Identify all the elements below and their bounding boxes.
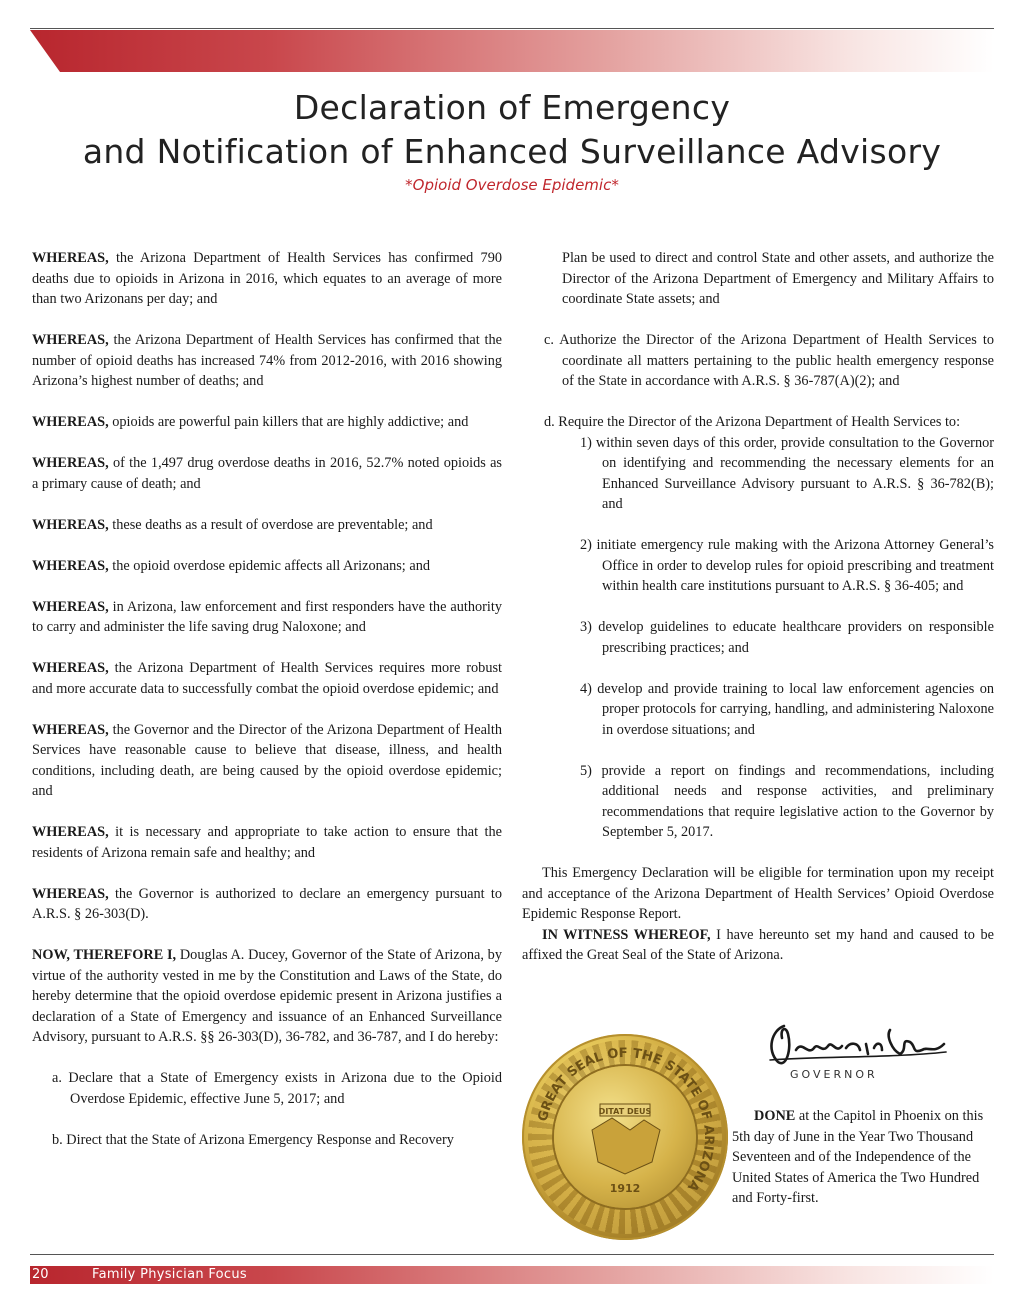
whereas-clause — [32, 515, 502, 536]
whereas-label: WHEREAS, — [32, 885, 109, 902]
seal-text — [522, 1034, 728, 1240]
whereas-text: it is necessary and appropriate to take action to ensure that the residents of Arizona remain safe and healthy; and — [32, 824, 502, 861]
whereas-text: these deaths as a result of overdose are preventable; and — [112, 516, 433, 533]
done-statement — [732, 1106, 994, 1209]
sub-item: 1) within seven days of this order, provide consultation to the Governor on identifying and recommending the necessary elements for an Enhanced Surveillance Advisory pursuant to A.R.S. § 36-782(B); and — [580, 434, 994, 512]
sub-item: 2) initiate emergency rule making with the Arizona Attorney General’s Office in order to develop rules for opioid prescribing and treatment within health care institutions pursuant to A.R.S. § 36-405; and — [580, 537, 994, 594]
sub-item: 4) develop and provide training to local law enforcement agencies on proper protocols for carrying, handling, and administering Naloxone in overdose situations; and — [580, 680, 994, 738]
whereas-text: the Governor and the Director of the Arizona Department of Health Services have reasonable cause to believe that disease, illness, and health conditions, including death, are being caused by the opioid overdose epidemic; and — [32, 721, 503, 799]
whereas-clause — [32, 453, 502, 494]
whereas-text: the Arizona Department of Health Services has confirmed that the number of opioid deaths has increased 74% from 2012-2016, with 2016 showing Arizona’s highest number of deaths; and — [32, 332, 502, 389]
whereas-text: the Governor is authorized to declare an emergency pursuant to A.R.S. § 26-303(D). — [32, 885, 503, 922]
witness-label: IN WITNESS WHEREOF, — [542, 926, 711, 943]
header-banner — [30, 30, 994, 72]
whereas-clause — [32, 822, 502, 863]
seal-ring-text: GREAT SEAL OF THE STATE OF ARIZONA — [535, 1045, 717, 1194]
whereas-label: WHEREAS, — [32, 824, 109, 840]
whereas-clause — [32, 412, 502, 433]
bottom-rule — [30, 1254, 994, 1255]
directive-item-c: c. Authorize the Director of the Arizona Department of Health Services to coordinate all matters pertaining to the public health emergency response of the State in accordance with A.R.S. § 36-787(A)(2); and — [544, 332, 994, 389]
whereas-label: WHEREAS, — [32, 250, 109, 266]
sub-item: 3) develop guidelines to educate healthcare providers on responsible prescribing practices; and — [580, 619, 994, 656]
whereas-clause — [32, 597, 502, 638]
now-therefore-clause — [32, 945, 502, 1048]
right-column — [522, 248, 994, 966]
publication-name: Family Physician Focus — [92, 1267, 247, 1282]
whereas-text: in Arizona, law enforcement and first responders have the authority to carry and administer the life saving drug Naloxone; and — [32, 598, 502, 635]
whereas-label: WHEREAS, — [32, 721, 109, 738]
whereas-text: the opioid overdose epidemic affects all Arizonans; and — [112, 557, 430, 574]
signature-title: GOVERNOR — [790, 1068, 878, 1081]
top-rule — [30, 28, 994, 29]
page-number: 20 — [32, 1267, 49, 1282]
whereas-clause — [32, 330, 502, 392]
seal-year: 1912 — [609, 1182, 641, 1195]
governor-signature — [762, 1020, 952, 1072]
page-subtitle: *Opioid Overdose Epidemic* — [405, 176, 619, 194]
whereas-label: WHEREAS, — [32, 557, 109, 574]
directive-item-b: b. Direct that the State of Arizona Emergency Response and Recovery — [52, 1131, 454, 1148]
whereas-text: the Arizona Department of Health Services requires more robust and more accurate data to successfully combat the opioid overdose epidemic; and — [32, 660, 503, 697]
whereas-clause — [32, 658, 502, 699]
whereas-text: opioids are powerful pain killers that are highly addictive; and — [112, 414, 469, 430]
page-title-line1: Declaration of Emergency — [293, 88, 731, 127]
whereas-label: WHEREAS, — [32, 598, 109, 615]
whereas-text: the Arizona Department of Health Services has confirmed 790 deaths due to opioids in Arizona in 2016, which equates to an average of more than two Arizonans per day; and — [32, 250, 503, 307]
whereas-clause — [32, 556, 502, 577]
page-title-line2: and Notification of Enhanced Surveillance Advisory — [82, 132, 942, 171]
whereas-label: WHEREAS, — [32, 414, 109, 430]
directive-item-b-continued: Plan be used to direct and control State and other assets, and authorize the Director of the Arizona Department of Emergency and Military Affairs to coordinate State assets; and — [562, 250, 994, 307]
done-block — [732, 1106, 994, 1209]
directive-item-d: d. Require the Director of the Arizona Department of Health Services to: — [544, 414, 961, 430]
whereas-clause — [32, 720, 502, 802]
done-text: at the Capitol in Phoenix on this 5th day of June in the Year Two Thousand Seventeen and of the Independence of the United States of America the Two Hundred and Forty-first. — [732, 1108, 984, 1206]
seal-motto: DITAT DEUS — [598, 1107, 652, 1116]
directive-item-a: a. Declare that a State of Emergency exists in Arizona due to the Opioid Overdose Epidemic, effective June 5, 2017; and — [52, 1070, 502, 1107]
title-block — [0, 86, 1024, 194]
whereas-label: WHEREAS, — [32, 332, 109, 348]
witness-statement — [522, 925, 994, 966]
whereas-label: WHEREAS, — [32, 516, 109, 533]
whereas-text: of the 1,497 drug overdose deaths in 2016, 52.7% noted opioids as a primary cause of death; and — [32, 455, 502, 492]
great-seal — [522, 1034, 728, 1240]
sub-item: 5) provide a report on findings and recommendations, including additional needs and response activities, and preliminary recommendations that require legislative action to the Governor by September 5, 2017. — [580, 762, 994, 840]
left-column — [32, 248, 502, 1150]
now-therefore-label: NOW, THEREFORE I, — [32, 947, 177, 963]
witness-text: I have hereunto set my hand and caused to be affixed the Great Seal of the State of Arizona. — [522, 926, 994, 963]
termination-statement: This Emergency Declaration will be eligible for termination upon my receipt and acceptance of the Arizona Department of Health Services’ Opioid Overdose Epidemic Response Report. — [522, 865, 994, 922]
now-therefore-text: Douglas A. Ducey, Governor of the State of Arizona, by virtue of the authority vested in me by the Constitution and Laws of the State, do hereby determine that the opioid overdose epidemic present in Arizona justifies a declaration of a State of Emergency and issuance of an Enhanced Surveillance Advisory, pursuant to A.R.S. §§ 26-303(D), 36-782, and 36-787, and I do hereby: — [32, 947, 502, 1045]
whereas-label: WHEREAS, — [32, 455, 109, 471]
whereas-label: WHEREAS, — [32, 660, 109, 676]
done-label: DONE — [754, 1108, 796, 1124]
whereas-clause — [32, 248, 502, 310]
whereas-clause — [32, 884, 502, 925]
